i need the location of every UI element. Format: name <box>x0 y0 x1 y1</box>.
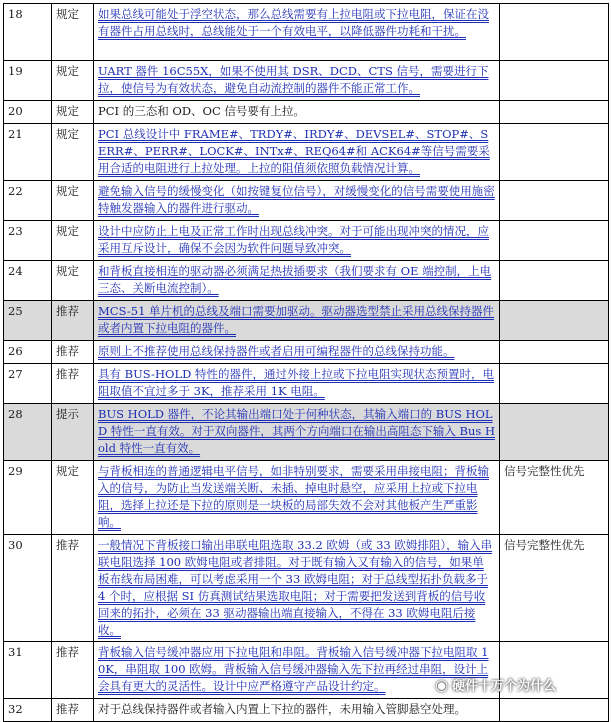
rule-description <box>94 301 500 341</box>
rule-text: PCI 总线设计中 FRAME#、TRDY#、IRDY#、DEVSEL#、STOP#、SERR#、PERR#、LOCK#、INTx#、REQ64#和 ACK64#等信号需要采用合适的电阻进行上拉处理。上拉的阻值须依照负载情况计算。 <box>98 127 490 175</box>
rule-number: 25 <box>4 301 52 341</box>
rule-description <box>94 221 500 261</box>
table-row <box>4 61 609 101</box>
design-rules-table <box>3 3 609 722</box>
table-row <box>4 101 609 124</box>
table-row <box>4 301 609 341</box>
rule-number: 26 <box>4 341 52 364</box>
rule-number: 24 <box>4 261 52 301</box>
rule-number: 31 <box>4 642 52 699</box>
rule-number: 19 <box>4 61 52 101</box>
rule-category: 推荐 <box>52 364 94 404</box>
rule-text: UART 器件 16C55X，如果不使用其 DSR、DCD、CTS 信号，需要进行下拉，使信号为有效状态，避免自动流控制的器件不能正常工作。 <box>98 64 489 95</box>
rule-number: 32 <box>4 699 52 722</box>
rule-category: 推荐 <box>52 301 94 341</box>
rule-note <box>500 261 609 301</box>
rule-note: 信号完整性优先 <box>500 535 609 642</box>
rule-category: 规定 <box>52 4 94 61</box>
rule-note <box>500 181 609 221</box>
rule-note <box>500 699 609 722</box>
table-row <box>4 535 609 642</box>
rule-text: 和背板直接相连的驱动器必须满足热拔插要求（我们要求有 OE 端控制，上电三态、关断电流控制）。 <box>98 264 492 295</box>
rule-category: 推荐 <box>52 642 94 699</box>
rule-category: 规定 <box>52 61 94 101</box>
rule-description <box>94 404 500 461</box>
rule-description <box>94 461 500 535</box>
watermark <box>435 675 556 694</box>
rule-note <box>500 221 609 261</box>
rule-category: 推荐 <box>52 535 94 642</box>
table-row <box>4 221 609 261</box>
rule-category: 规定 <box>52 124 94 181</box>
table-row <box>4 181 609 221</box>
table-row <box>4 341 609 364</box>
rule-description <box>94 4 500 61</box>
rule-category: 规定 <box>52 181 94 221</box>
wechat-icon: ◉ <box>435 676 449 694</box>
table-row <box>4 404 609 461</box>
rule-text: 避免输入信号的缓慢变化（如按键复位信号），对缓慢变化的信号需要使用施密特触发器输入的器件进行驱动。 <box>98 184 495 215</box>
table-row <box>4 461 609 535</box>
rule-note <box>500 101 609 124</box>
rule-text: 背板输入信号缓冲器应用下拉电阻和串阻。背板输入信号缓冲器下拉电阻取 10K，串阻取 100 欧姆。背板输入信号缓冲器输入先下拉再经过串阻，设计上会具有更大的灵活性。设计中应严格遵守产品设计约定。 <box>98 645 489 693</box>
rule-description <box>94 699 500 722</box>
table-row <box>4 124 609 181</box>
rule-text: 原则上不推荐使用总线保持器件或者启用可编程器件的总线保持功能。 <box>98 344 455 358</box>
rule-description <box>94 364 500 404</box>
rule-number: 23 <box>4 221 52 261</box>
rule-number: 21 <box>4 124 52 181</box>
rule-description <box>94 535 500 642</box>
rule-text: PCI 的三态和 OD、OC 信号要有上拉。 <box>98 104 305 118</box>
rule-number: 22 <box>4 181 52 221</box>
rule-note <box>500 364 609 404</box>
rule-text: 如果总线可能处于浮空状态，那么总线需要有上拉电阻或下拉电阻，保证在没有器件占用总线时，总线能处于一个有效电平，以降低器件功耗和干扰。 <box>98 7 489 38</box>
rule-number: 20 <box>4 101 52 124</box>
rule-description <box>94 341 500 364</box>
rule-description <box>94 61 500 101</box>
rule-note <box>500 61 609 101</box>
rule-category: 规定 <box>52 101 94 124</box>
rule-description <box>94 181 500 221</box>
rule-number: 27 <box>4 364 52 404</box>
rule-category: 推荐 <box>52 341 94 364</box>
rule-text: 具有 BUS-HOLD 特性的器件，通过外接上拉或下拉电阻实现状态预置时，电阻取值不宜过多于 3K，推荐采用 1K 电阻。 <box>98 367 494 398</box>
rule-note <box>500 4 609 61</box>
table-row <box>4 4 609 61</box>
rule-text: MCS-51 单片机的总线及端口需要加驱动。驱动器选型禁止采用总线保持器件或者内置下拉电阻的器件。 <box>98 304 495 335</box>
rule-text: 设计中应防止上电及正常工作时出现总线冲突。对于可能出现冲突的情况，应采用互斥设计，确保不会因为软件问题导致冲突。 <box>98 224 489 255</box>
rule-description <box>94 261 500 301</box>
table-row <box>4 699 609 722</box>
rule-number: 28 <box>4 404 52 461</box>
rule-text: 一般情况下背板接口输出串联电阻选取 33.2 欧姆（或 33 欧姆排阻），输入串联电阻选择 100 欧姆电阻或者排阻。对于既有输入又有输入的信号，如果单板布线布局困难，可以考虑采用一个 33 欧姆电阻；对于总线型拓扑负载多于 4 个时，应根据 SI 仿真测试结果选取电阻；对于需要把发送到背板的信号收回来的拓扑，必须在 33 驱动器输出端直接输入，不得在 33 欧姆电阻后接收。 <box>98 538 493 637</box>
rule-note: 信号完整性优先 <box>500 461 609 535</box>
rule-category: 规定 <box>52 221 94 261</box>
rule-category: 规定 <box>52 261 94 301</box>
rule-category: 提示 <box>52 404 94 461</box>
table-row <box>4 364 609 404</box>
rule-description <box>94 101 500 124</box>
rule-note <box>500 404 609 461</box>
rule-text: 与背板相连的普通逻辑电平信号，如非特别要求，需要采用串接电阻；背板输入的信号，为防止当发送端关断、未插、掉电时悬空，应采用上拉或下拉电阻，选择上拉还是下拉的原则是一块板的局部失效不会对其他板产生严重影响。 <box>98 464 489 529</box>
table-row <box>4 261 609 301</box>
rule-number: 29 <box>4 461 52 535</box>
rule-note <box>500 301 609 341</box>
rule-description <box>94 124 500 181</box>
rule-text: 对于总线保持器件或者输入内置上下拉的器件，未用输入管脚悬空处理。 <box>98 702 466 716</box>
rule-number: 18 <box>4 4 52 61</box>
rule-note <box>500 341 609 364</box>
rule-number: 30 <box>4 535 52 642</box>
rule-text: BUS HOLD 器件，不论其输出端口处于何种状态，其输入端口的 BUS HOLD 特性一直有效。对于双向器件，其两个方向端口在输出高阻态下输入 Bus Hold 特性一直有效。 <box>98 407 495 455</box>
rule-note <box>500 124 609 181</box>
rule-category: 规定 <box>52 461 94 535</box>
watermark-text: 硬件十万个为什么 <box>452 679 557 694</box>
rule-category: 推荐 <box>52 699 94 722</box>
rules-table-body <box>4 4 609 722</box>
